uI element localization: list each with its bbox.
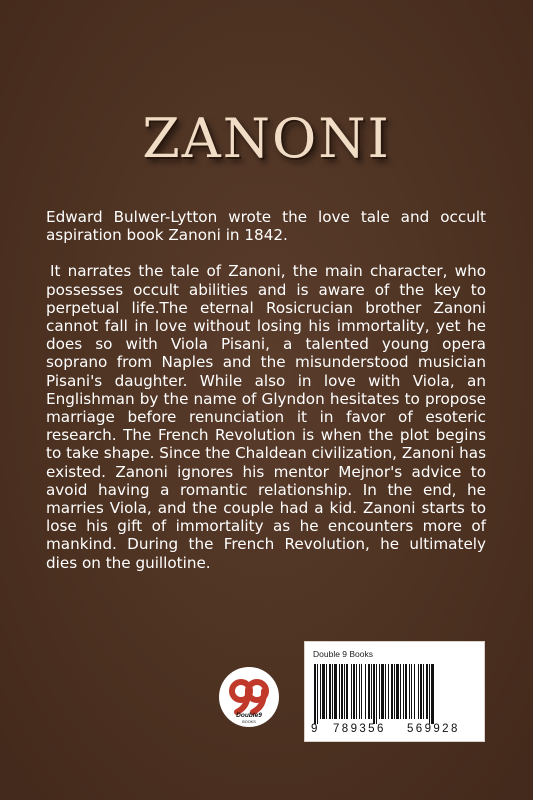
barcode-bar	[326, 664, 327, 719]
barcode-bar	[365, 664, 366, 719]
barcode-bar	[353, 664, 355, 719]
barcode-bar	[334, 664, 337, 719]
barcode-bar	[400, 664, 401, 719]
barcode-bar	[368, 664, 370, 719]
barcode-bar	[329, 664, 331, 719]
barcode-bar	[356, 664, 357, 719]
barcode-bar	[371, 664, 372, 719]
barcode-bar	[414, 664, 415, 719]
barcode-bar	[314, 664, 316, 724]
isbn-first-digit: 9	[311, 723, 318, 735]
barcode-bar	[418, 664, 419, 719]
barcode-bar	[317, 664, 318, 724]
barcode-bar	[339, 664, 340, 719]
barcode-bar	[426, 664, 428, 719]
book-title: ZANONI	[142, 107, 391, 170]
barcode-bar	[385, 664, 386, 719]
book-description	[46, 208, 486, 572]
barcode-bar	[346, 664, 348, 719]
description-paragraph-2: It narrates the tale of Zanoni, the main character, who possesses occult abilities and is aware of the key to perpetual life.The eternal Rosicrucian brother Zanoni cannot fall in love without losing his immortality, yet he does so with Viola Pisani, a talented young opera soprano from Naples and the misunderstood musician Pisani's daughter. While also in love with Viola, an Englishman by the name of Glyndon hesitates to propose marriage before renunciation it in favor of esoteric research. The French Revolution is when the plot begins to take shape. Since the Chaldean civilization, Zanoni has existed. Zanoni ignores his mentor Mejnor's advice to avoid having a romantic relationship. In the end, he marries Viola, and the couple had a kid. Zanoni starts to lose his gift of immortality as he encounters more of mankind. During the French Revolution, he ultimately dies on the guillotine.	[46, 262, 486, 572]
barcode-bar	[431, 664, 434, 724]
logo-subtext: BOOKS	[242, 720, 256, 724]
barcode-bar	[341, 664, 343, 719]
barcode-publisher: Double 9 Books	[313, 649, 374, 659]
barcode-icon	[312, 664, 477, 724]
barcode-bar	[381, 664, 384, 719]
barcode-bar	[359, 664, 360, 719]
barcode-bar	[403, 664, 404, 719]
barcode-bar	[423, 664, 424, 719]
barcode-bar	[332, 664, 333, 719]
barcode-bar	[405, 664, 407, 719]
barcode-bar	[361, 664, 362, 719]
barcode-bar	[396, 664, 399, 719]
barcode-bar	[344, 664, 345, 719]
publisher-logo-icon	[218, 666, 280, 728]
barcode-bar	[411, 664, 412, 719]
barcode-bar	[322, 664, 325, 719]
barcode-bar	[379, 664, 380, 719]
barcode-bar	[373, 664, 375, 724]
barcode-bar	[420, 664, 422, 719]
description-paragraph-1: Edward Bulwer-Lytton wrote the love tale and occult aspiration book Zanoni in 1842.	[46, 208, 486, 245]
isbn-group-2: 569928	[407, 723, 460, 735]
barcode-bar	[391, 664, 393, 719]
barcode-bar	[394, 664, 395, 719]
barcode-bar	[376, 664, 377, 724]
barcode-bar	[388, 664, 389, 719]
isbn-group-1: 789356	[333, 723, 386, 735]
barcode-label	[304, 641, 485, 742]
barcode-bar	[429, 664, 430, 724]
barcode-bar	[320, 664, 321, 719]
barcode-bar	[351, 664, 352, 719]
barcode-bar	[409, 664, 410, 719]
logo-wordmark: Double9	[236, 712, 262, 719]
